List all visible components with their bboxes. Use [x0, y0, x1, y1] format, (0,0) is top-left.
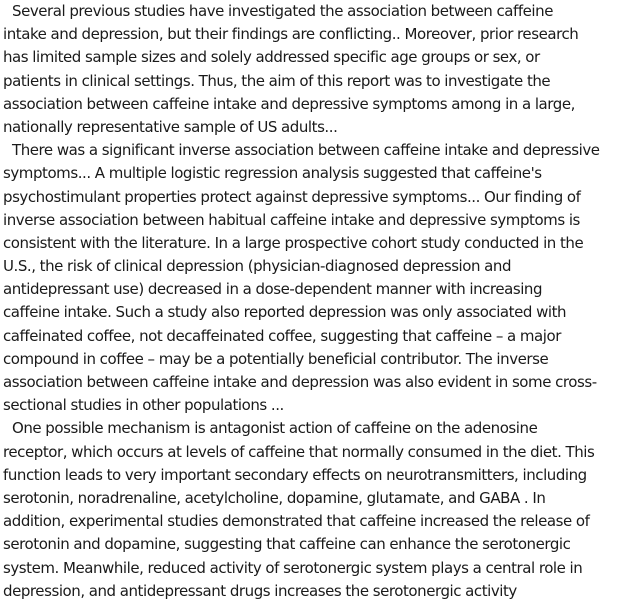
text-line: intake and depression, but their findings are conflicting.. Moreover, prior research: [3, 25, 579, 44]
text-line: system. Meanwhile, reduced activity of serotonergic system plays a central role in: [3, 558, 583, 577]
text-line: depression, and antidepressant drugs increases the serotonergic activity: [3, 581, 517, 600]
text-line: symptoms... A multiple logistic regression analysis suggested that caffeine's: [3, 164, 542, 183]
text-line: antidepressant use) decreased in a dose-dependent manner with increasing: [3, 280, 543, 299]
paragraph-previous-studies: [3, 0, 639, 139]
text-line: psychostimulant properties protect against depressive symptoms... Our finding of: [3, 187, 581, 206]
text-line: association between caffeine intake and depressive symptoms among in a large,: [3, 94, 575, 113]
text-line: serotonin and dopamine, suggesting that caffeine can enhance the serotonergic: [3, 535, 571, 554]
text-line: caffeinated coffee, not decaffeinated coffee, suggesting that caffeine – a major: [3, 326, 561, 345]
text-line: compound in coffee – may be a potentially beneficial contributor. The inverse: [3, 349, 549, 368]
text-line: has limited sample sizes and solely addressed specific age groups or sex, or: [3, 48, 540, 67]
text-line: inverse association between habitual caffeine intake and depressive symptoms is: [3, 210, 580, 229]
text-line: caffeine intake. Such a study also reported depression was only associated with: [3, 303, 567, 322]
text-line: U.S., the risk of clinical depression (physician-diagnosed depression and: [3, 257, 512, 276]
text-line: There was a significant inverse association between caffeine intake and depressive: [12, 141, 600, 160]
paragraph-mechanism: [3, 417, 639, 603]
text-line: nationally representative sample of US adults...: [3, 117, 338, 136]
text-line: consistent with the literature. In a large prospective cohort study conducted in the: [3, 233, 584, 252]
text-line: sectional studies in other populations ...: [3, 396, 284, 415]
text-line: Several previous studies have investigated the association between caffeine: [12, 2, 553, 20]
text-line: association between caffeine intake and depression was also evident in some cross-: [3, 373, 597, 391]
paragraph-inverse-association: [3, 139, 639, 417]
text-line: function leads to very important secondary effects on neurotransmitters, including: [3, 465, 587, 484]
text-line: addition, experimental studies demonstrated that caffeine increased the release of: [3, 512, 590, 531]
text-line: patients in clinical settings. Thus, the aim of this report was to investigate the: [3, 71, 551, 90]
text-line: serotonin, noradrenaline, acetylcholine, dopamine, glutamate, and GABA . In: [3, 488, 546, 507]
text-line: receptor, which occurs at levels of caffeine that normally consumed in the diet. This: [3, 442, 595, 461]
text-line: One possible mechanism is antagonist action of caffeine on the adenosine: [12, 419, 538, 438]
